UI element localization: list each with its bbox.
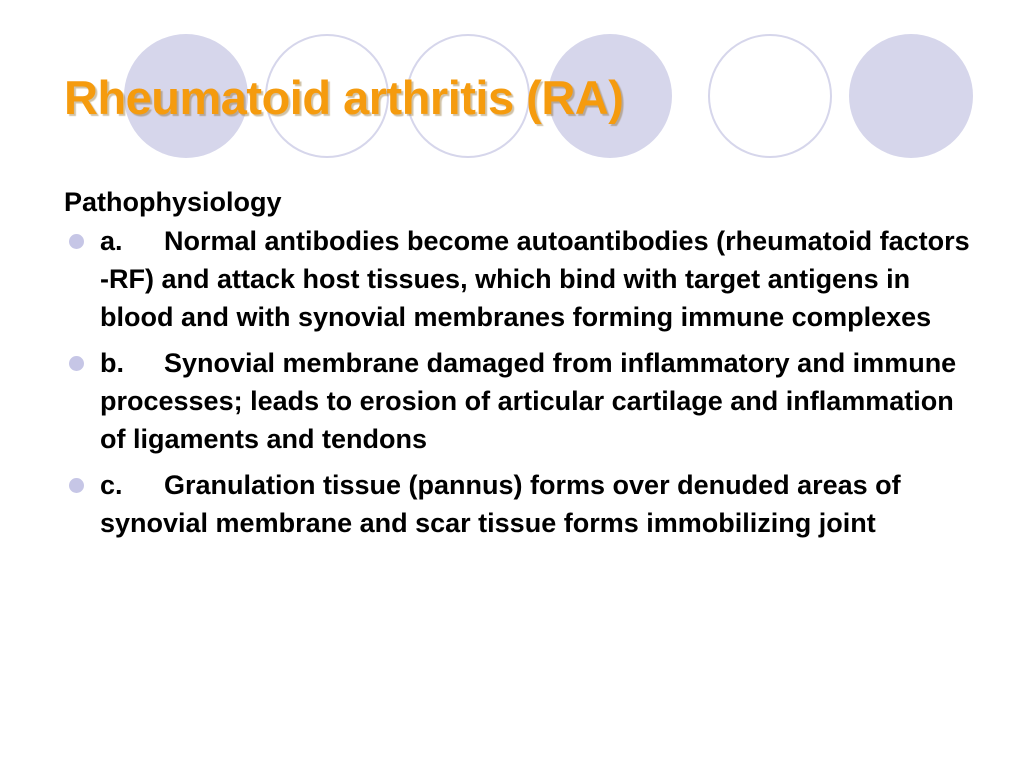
list-item bbox=[62, 222, 972, 336]
bullet-icon bbox=[69, 478, 84, 493]
filled-circle bbox=[849, 34, 973, 158]
item-text: Granulation tissue (pannus) forms over denuded areas of synovial membrane and scar tissue forms immobilizing joint bbox=[100, 470, 901, 538]
item-text: Synovial membrane damaged from inflammatory and immune processes; leads to erosion of articular cartilage and inflammation of ligaments and tendons bbox=[100, 348, 957, 454]
item-marker: b. bbox=[100, 348, 124, 378]
bullet-list bbox=[62, 222, 972, 542]
slide-body bbox=[62, 182, 972, 550]
list-item bbox=[62, 344, 972, 458]
slide-title: Rheumatoid arthritis (RA) bbox=[64, 71, 624, 124]
bullet-icon bbox=[69, 356, 84, 371]
item-marker: a. bbox=[100, 226, 123, 256]
outline-circle bbox=[709, 35, 831, 157]
item-marker: c. bbox=[100, 470, 123, 500]
list-item bbox=[62, 466, 972, 542]
item-text: Normal antibodies become autoantibodies (rheumatoid factors -RF) and attack host tissues, which bind with target antigens in blood and with synovial membranes forming immune complexes bbox=[100, 226, 970, 332]
bullet-icon bbox=[69, 234, 84, 249]
subheading: Pathophysiology bbox=[64, 187, 282, 217]
